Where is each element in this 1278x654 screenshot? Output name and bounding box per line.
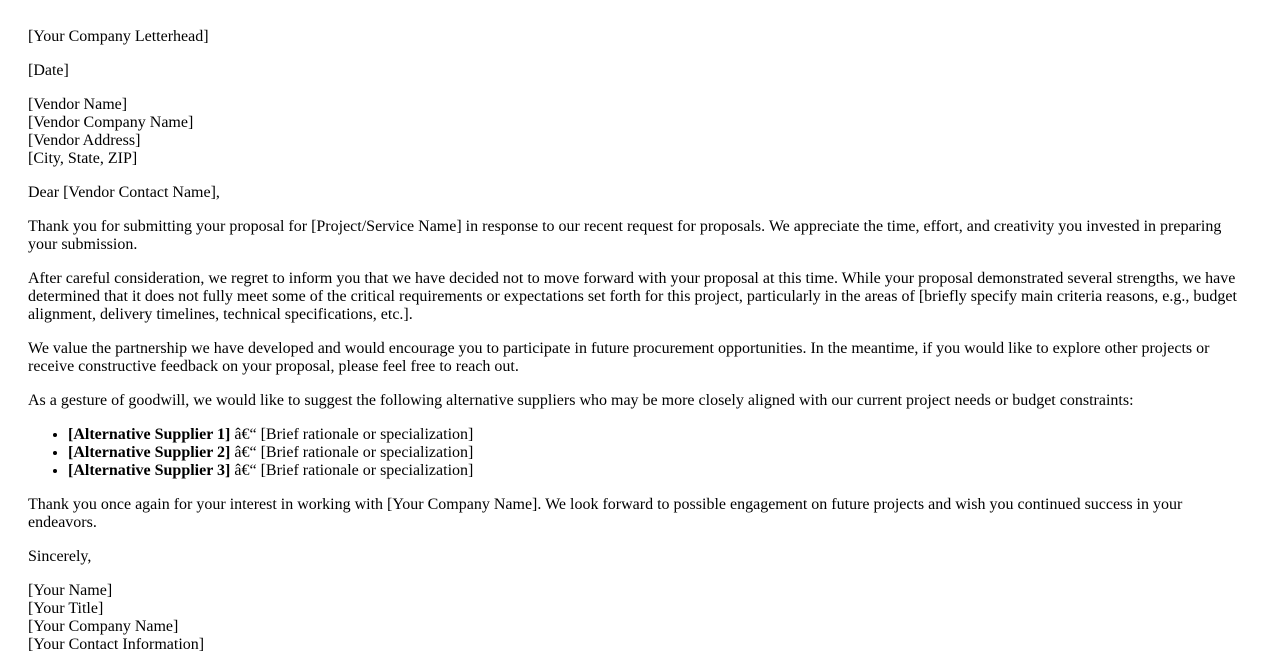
signature-company: [Your Company Name] — [28, 618, 179, 635]
list-item — [68, 444, 1250, 462]
salutation: Dear [Vendor Contact Name], — [28, 184, 220, 201]
supplier-rationale: â€“ [Brief rationale or specialization] — [230, 444, 474, 461]
signature-title: [Your Title] — [28, 600, 104, 617]
signature-contact: [Your Contact Information] — [28, 636, 205, 653]
supplier-name: [Alternative Supplier 2] — [68, 444, 231, 461]
supplier-list — [28, 426, 1250, 480]
supplier-name: [Alternative Supplier 1] — [68, 426, 231, 443]
list-item — [68, 426, 1250, 444]
supplier-rationale: â€“ [Brief rationale or specialization] — [230, 426, 474, 443]
list-item — [68, 462, 1250, 480]
recipient-city-state-zip: [City, State, ZIP] — [28, 150, 138, 167]
signoff: Sincerely, — [28, 548, 92, 565]
body-paragraph: Thank you for submitting your proposal for [Project/Service Name] in response to our recent request for proposals. We appreciate the time, effort, and creativity you invested in preparing your submission. — [28, 218, 1222, 253]
body-paragraph: As a gesture of goodwill, we would like to suggest the following alternative suppliers who may be more closely aligned with our current project needs or budget constraints: — [28, 392, 1134, 409]
recipient-address: [Vendor Address] — [28, 132, 141, 149]
recipient-block — [28, 96, 1250, 168]
closing-paragraph: Thank you once again for your interest in working with [Your Company Name]. We look forward to possible engagement on future projects and wish you continued success in your endeavors. — [28, 496, 1183, 531]
signature-name: [Your Name] — [28, 582, 113, 599]
letter-date: [Date] — [28, 62, 69, 79]
supplier-rationale: â€“ [Brief rationale or specialization] — [230, 462, 474, 479]
body-paragraph: After careful consideration, we regret to inform you that we have decided not to move forward with your proposal at this time. While your proposal demonstrated several strengths, we have determined that it does not fully meet some of the critical requirements or expectations set forth for this project, particularly in the areas of [briefly specify main criteria reasons, e.g., budget alignment, delivery timelines, technical specifications, etc.]. — [28, 270, 1237, 323]
letterhead: [Your Company Letterhead] — [28, 28, 209, 45]
body-paragraph: We value the partnership we have developed and would encourage you to participate in future procurement opportunities. In the meantime, if you would like to explore other projects or receive constructive feedback on your proposal, please feel free to reach out. — [28, 340, 1210, 375]
signature-block — [28, 582, 1250, 654]
supplier-name: [Alternative Supplier 3] — [68, 462, 231, 479]
recipient-company: [Vendor Company Name] — [28, 114, 194, 131]
recipient-name: [Vendor Name] — [28, 96, 128, 113]
